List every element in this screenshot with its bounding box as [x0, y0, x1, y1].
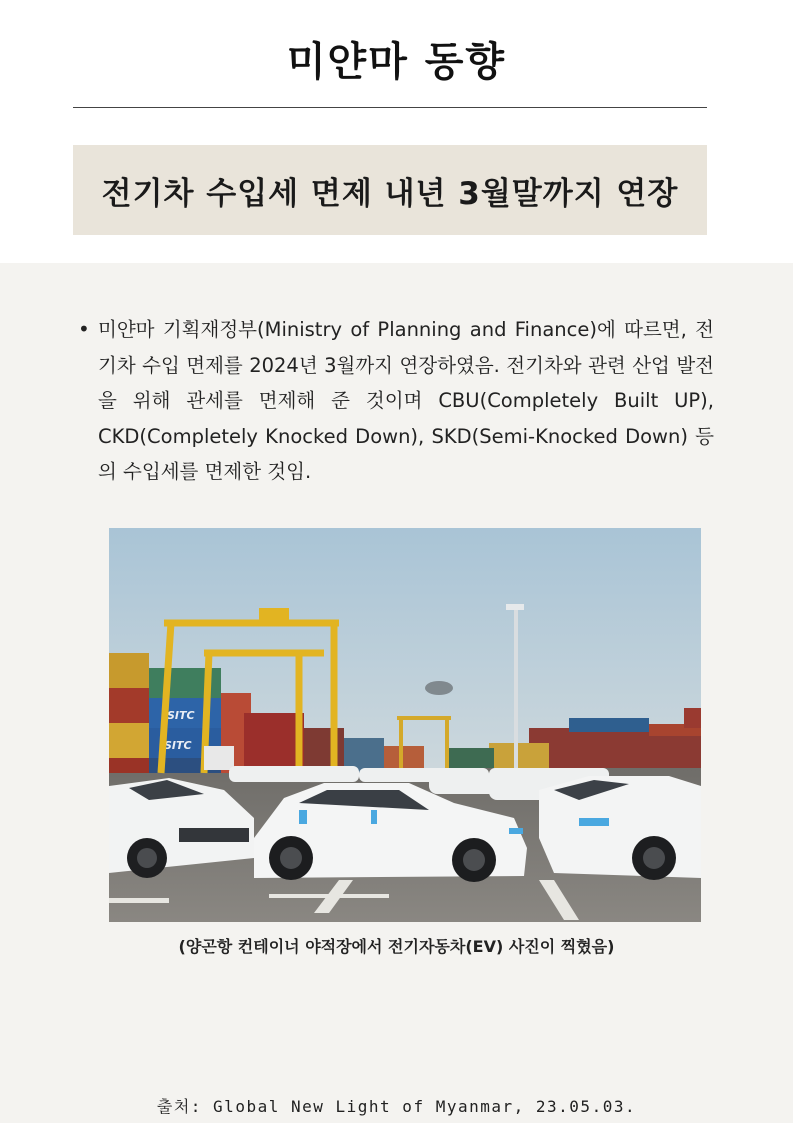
- smoke: [425, 681, 453, 695]
- header-section: [0, 0, 793, 263]
- headline-banner: [73, 145, 707, 235]
- source-note: 출처: Global New Light of Myanmar, 23.05.03.: [156, 1097, 637, 1116]
- photo-caption: (양곤항 컨테이너 야적장에서 전기자동차(EV) 사진이 찍혔음): [178, 937, 615, 956]
- title-divider: [73, 107, 707, 108]
- bullet-text: 미얀마 기획재정부(Ministry of Planning and Finance)에 따르면, 전기차 수입 면제를 2024년 3월까지 연장하였음. 전기차와 관련 산업 발전을 위해 관세를 면제해 준 것이며 CBU(Completely Built UP), CKD(Completely Knocked Down), SKD(Semi-Knocked Down) 등의 수입세를 면제한 것임.: [98, 318, 714, 483]
- container-label-1: SITC: [167, 709, 195, 722]
- bullet-item: [78, 312, 714, 490]
- port-photo: [109, 528, 701, 922]
- car-right: [539, 776, 701, 880]
- truck: [204, 746, 234, 770]
- headline-text: 전기차 수입세 면제 내년 3월말까지 연장: [101, 175, 679, 212]
- crane-cab: [259, 608, 289, 626]
- port-illustration: [109, 528, 701, 922]
- container-label-2: SITC: [164, 739, 192, 752]
- bullet-dot-icon: •: [78, 317, 90, 341]
- page-title: 미얀마 동향: [286, 39, 507, 85]
